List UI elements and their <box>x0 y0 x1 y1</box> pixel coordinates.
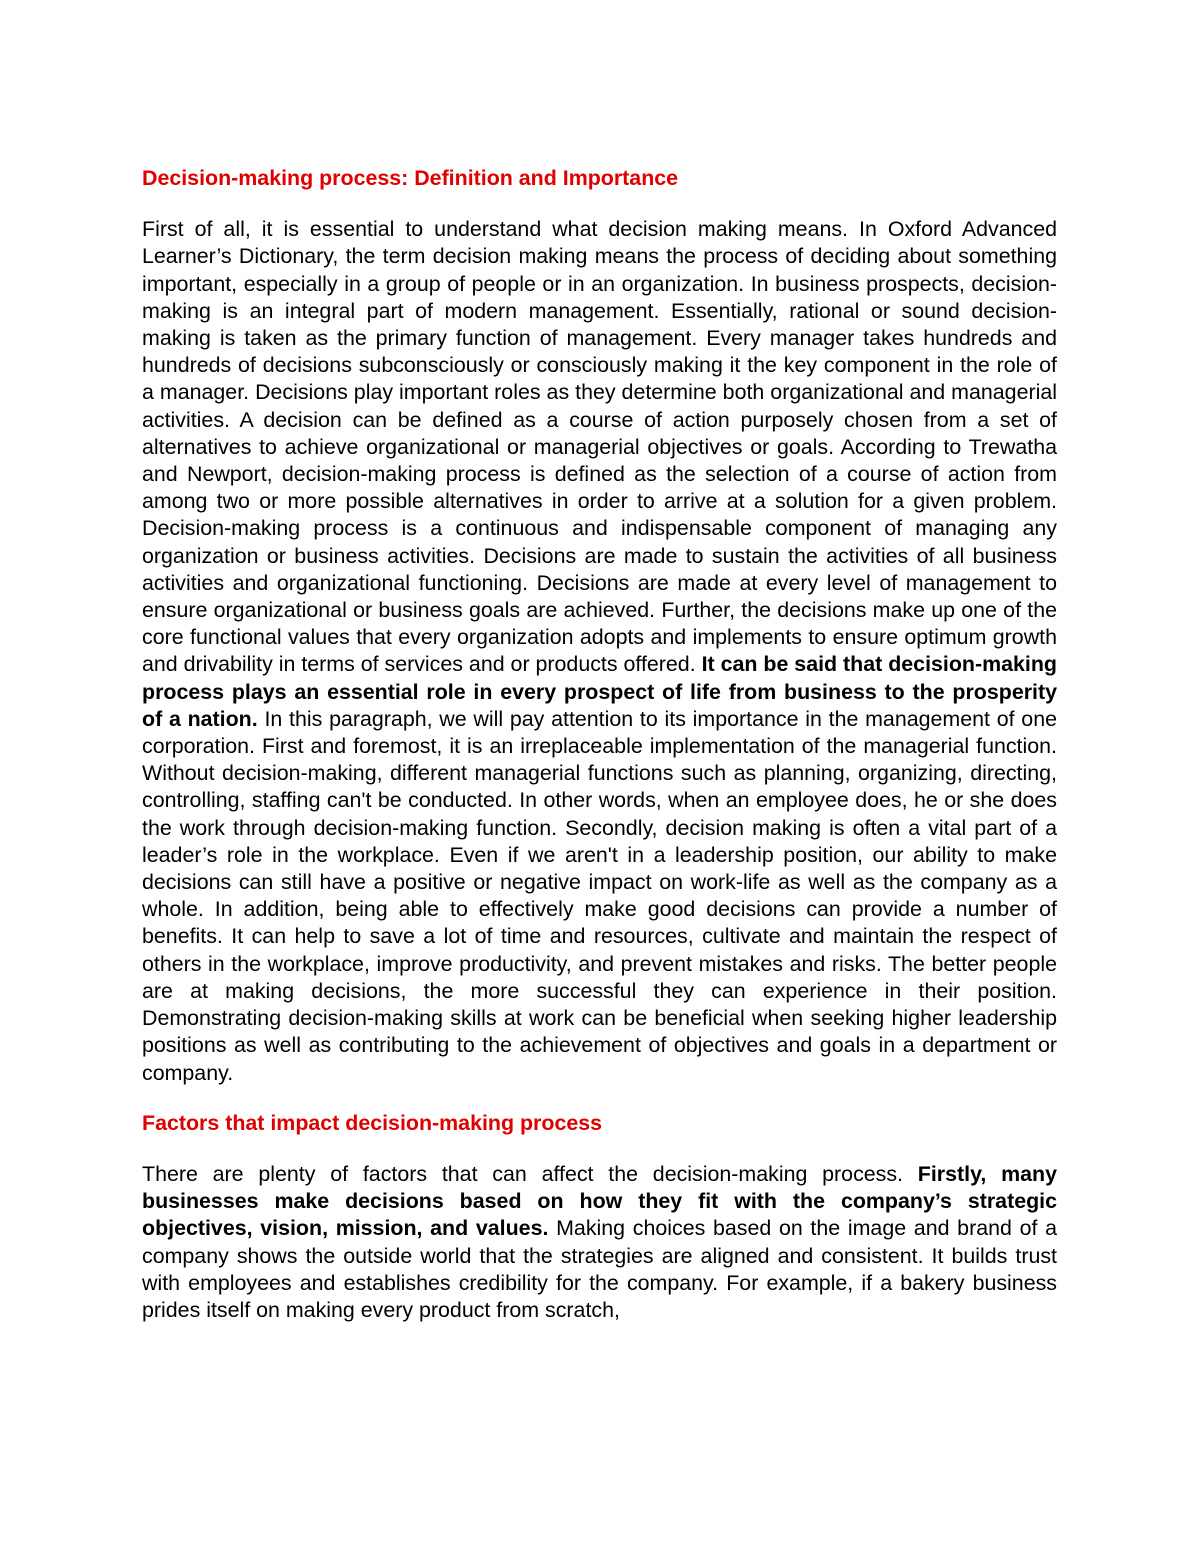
paragraph-text: There are plenty of factors that can affect the decision-making process. <box>142 1161 918 1186</box>
paragraph-text: First of all, it is essential to understand what decision making means. In Oxford Advanced Learner’s Dictionary, the term decision making means the process of deciding about something important, especially in a group of people or in an organization. In business prospects, decision-making is an integral part of modern management. Essentially, rational or sound decision-making is taken as the primary function of management. Every manager takes hundreds and hundreds of decisions subconsciously or consciously making it the key component in the role of a manager. Decisions play important roles as they determine both organizational and managerial activities. A decision can be defined as a course of action purposely chosen from a set of alternatives to achieve organizational or managerial objectives or goals. According to Trewatha and Newport, decision-making process is defined as the selection of a course of action from among two or more possible alternatives in order to arrive at a solution for a given problem. Decision-making process is a continuous and indispensable component of managing any organization or business activities. Decisions are made to sustain the activities of all business activities and organizational functioning. Decisions are made at every level of management to ensure organizational or business goals are achieved. Further, the decisions make up one of the core functional values that every organization adopts and implements to ensure optimum growth and drivability in terms of services and or products offered. <box>142 217 1057 677</box>
section-heading-definition: Decision-making process: Definition and Importance <box>142 166 679 190</box>
paragraph-text: Making choices based on the image and brand of a company shows the outside world that the strategies are aligned and consistent. It builds trust with employees and establishes credibility for the company. For example, if a bakery business prides itself on making every product from scratch, <box>142 1216 1057 1322</box>
paragraph-definition-importance <box>142 216 1057 1087</box>
paragraph-text: In this paragraph, we will pay attention to its importance in the management of one corporation. First and foremost, it is an irreplaceable implementation of the managerial function. Without decision-making, different managerial functions such as planning, organizing, directing, controlling, staffing can't be conducted. In other words, when an employee does, he or she does the work through decision-making function. Secondly, decision making is often a vital part of a leader’s role in the workplace. Even if we aren't in a leadership position, our ability to make decisions can still have a positive or negative impact on work-life as well as the company as a whole. In addition, being able to effectively make good decisions can provide a number of benefits. It can help to save a lot of time and resources, cultivate and maintain the respect of others in the workplace, improve productivity, and prevent mistakes and risks. The better people are at making decisions, the more successful they can experience in their position. Demonstrating decision-making skills at work can be beneficial when seeking higher leadership positions as well as contributing to the achievement of objectives and goals in a department or company. <box>142 706 1057 1085</box>
paragraph-bold-text: It can be said that decision-making process plays an essential role in every prospect of life from business to the prosperity of a nation. <box>142 652 1057 731</box>
document-page <box>142 160 1057 1324</box>
paragraph-factors <box>142 1161 1057 1324</box>
paragraph-bold-text: Firstly, many businesses make decisions based on how they fit with the company’s strategic objectives, vision, mission, and values. <box>142 1161 1058 1241</box>
section-heading-factors: Factors that impact decision-making process <box>142 1110 603 1135</box>
